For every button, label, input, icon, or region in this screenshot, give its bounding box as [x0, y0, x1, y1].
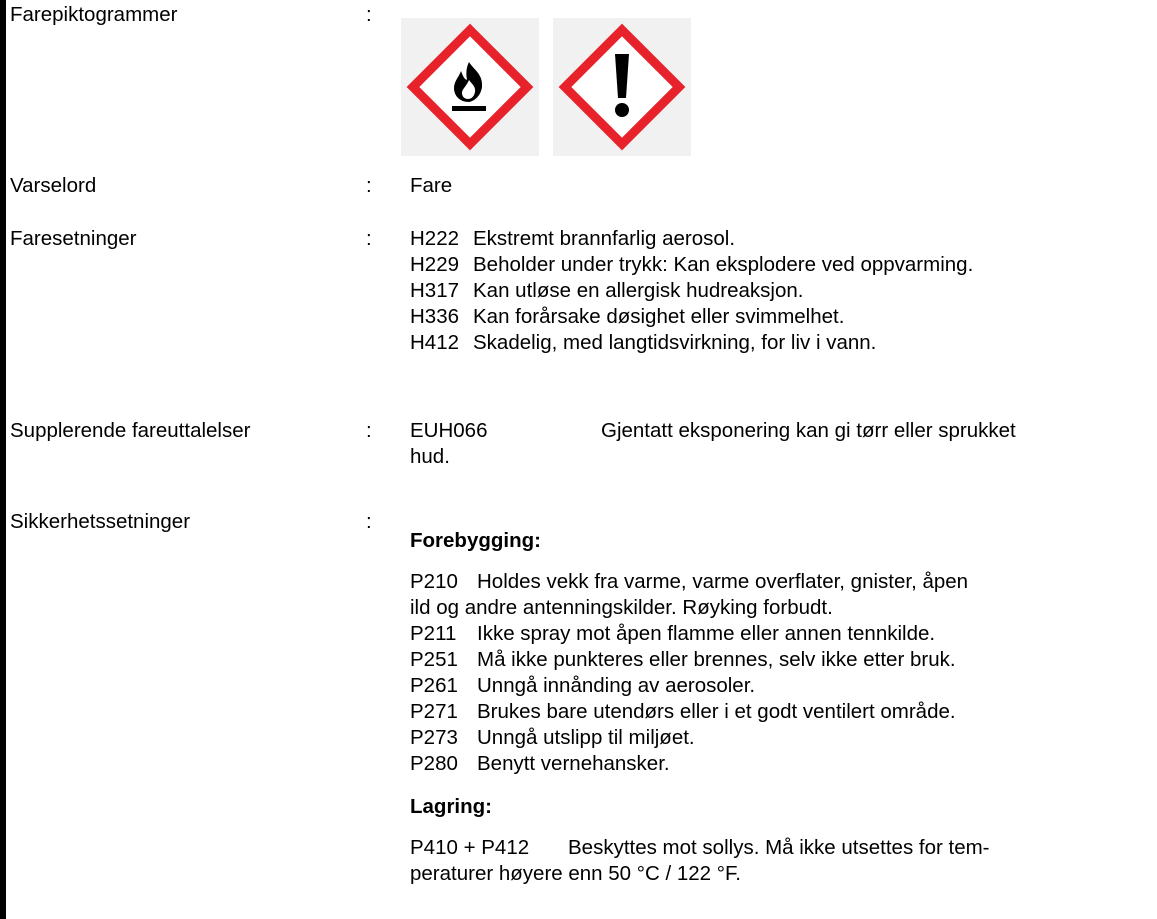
signal-word-colon: :	[366, 174, 372, 197]
supplemental-label: Supplerende fareuttalelser	[10, 419, 251, 442]
hazard-code: H412	[410, 331, 460, 354]
hazard-text: Kan forårsake døsighet eller svimmelhet.	[473, 305, 845, 328]
supplemental-text-line1: Gjentatt eksponering kan gi tørr eller sprukket	[601, 419, 1016, 442]
exclamation-pictogram-icon	[553, 18, 691, 156]
supplemental-text-line2: hud.	[410, 445, 450, 468]
hazard-code: H336	[410, 305, 460, 328]
prevention-heading: Forebygging:	[410, 529, 541, 552]
storage-text-line1: Beskyttes mot sollys. Må ikke utsettes for tem-	[568, 836, 990, 859]
precaution-text: Ikke spray mot åpen flamme eller annen tennkilde.	[477, 622, 936, 645]
precautionary-label: Sikkerhetssetninger	[10, 510, 191, 533]
precaution-code: P273	[410, 726, 458, 749]
flame-pictogram-icon	[401, 18, 539, 156]
precaution-code: P280	[410, 752, 458, 775]
signal-word-value: Fare	[410, 174, 453, 197]
precaution-text: Må ikke punkteres eller brennes, selv ikke etter bruk.	[477, 648, 956, 671]
hazard-text: Kan utløse en allergisk hudreaksjon.	[473, 279, 804, 302]
supplemental-code: EUH066	[410, 419, 488, 442]
precaution-code: P211	[410, 622, 457, 645]
hazard-statements-label: Faresetninger	[10, 227, 137, 250]
storage-text-line2: peraturer høyere enn 50 °C / 122 °F.	[410, 862, 741, 885]
hazard-code: H317	[410, 279, 460, 302]
precaution-code: P271	[410, 700, 458, 723]
hazard-statements-colon: :	[366, 227, 372, 250]
precaution-text: Unngå innånding av aerosoler.	[477, 674, 756, 697]
precaution-text-line1: Holdes vekk fra varme, varme overflater, gnister, åpen	[477, 570, 969, 593]
pictograms-label: Farepiktogrammer	[10, 3, 178, 26]
signal-word-label: Varselord	[10, 174, 97, 197]
precaution-text: Unngå utslipp til miljøet.	[477, 726, 695, 749]
hazard-code: H222	[410, 227, 460, 250]
hazard-text: Beholder under trykk: Kan eksplodere ved oppvarming.	[473, 253, 974, 276]
hazard-text: Ekstremt brannfarlig aerosol.	[473, 227, 736, 250]
supplemental-colon: :	[366, 419, 372, 442]
storage-heading: Lagring:	[410, 795, 492, 818]
precaution-text-line2: ild og andre antenningskilder. Røyking forbudt.	[410, 596, 833, 619]
precaution-code: P261	[410, 674, 458, 697]
precaution-text: Brukes bare utendørs eller i et godt ventilert område.	[477, 700, 956, 723]
pictograms-colon: :	[366, 3, 372, 26]
precaution-code: P210	[410, 570, 458, 593]
precaution-text: Benytt vernehansker.	[477, 752, 670, 775]
precaution-code: P251	[410, 648, 458, 671]
storage-code: P410 + P412	[410, 836, 530, 859]
hazard-code: H229	[410, 253, 460, 276]
left-margin-bar	[0, 0, 6, 919]
hazard-text: Skadelig, med langtidsvirkning, for liv i vann.	[473, 331, 877, 354]
precautionary-colon: :	[366, 510, 372, 533]
